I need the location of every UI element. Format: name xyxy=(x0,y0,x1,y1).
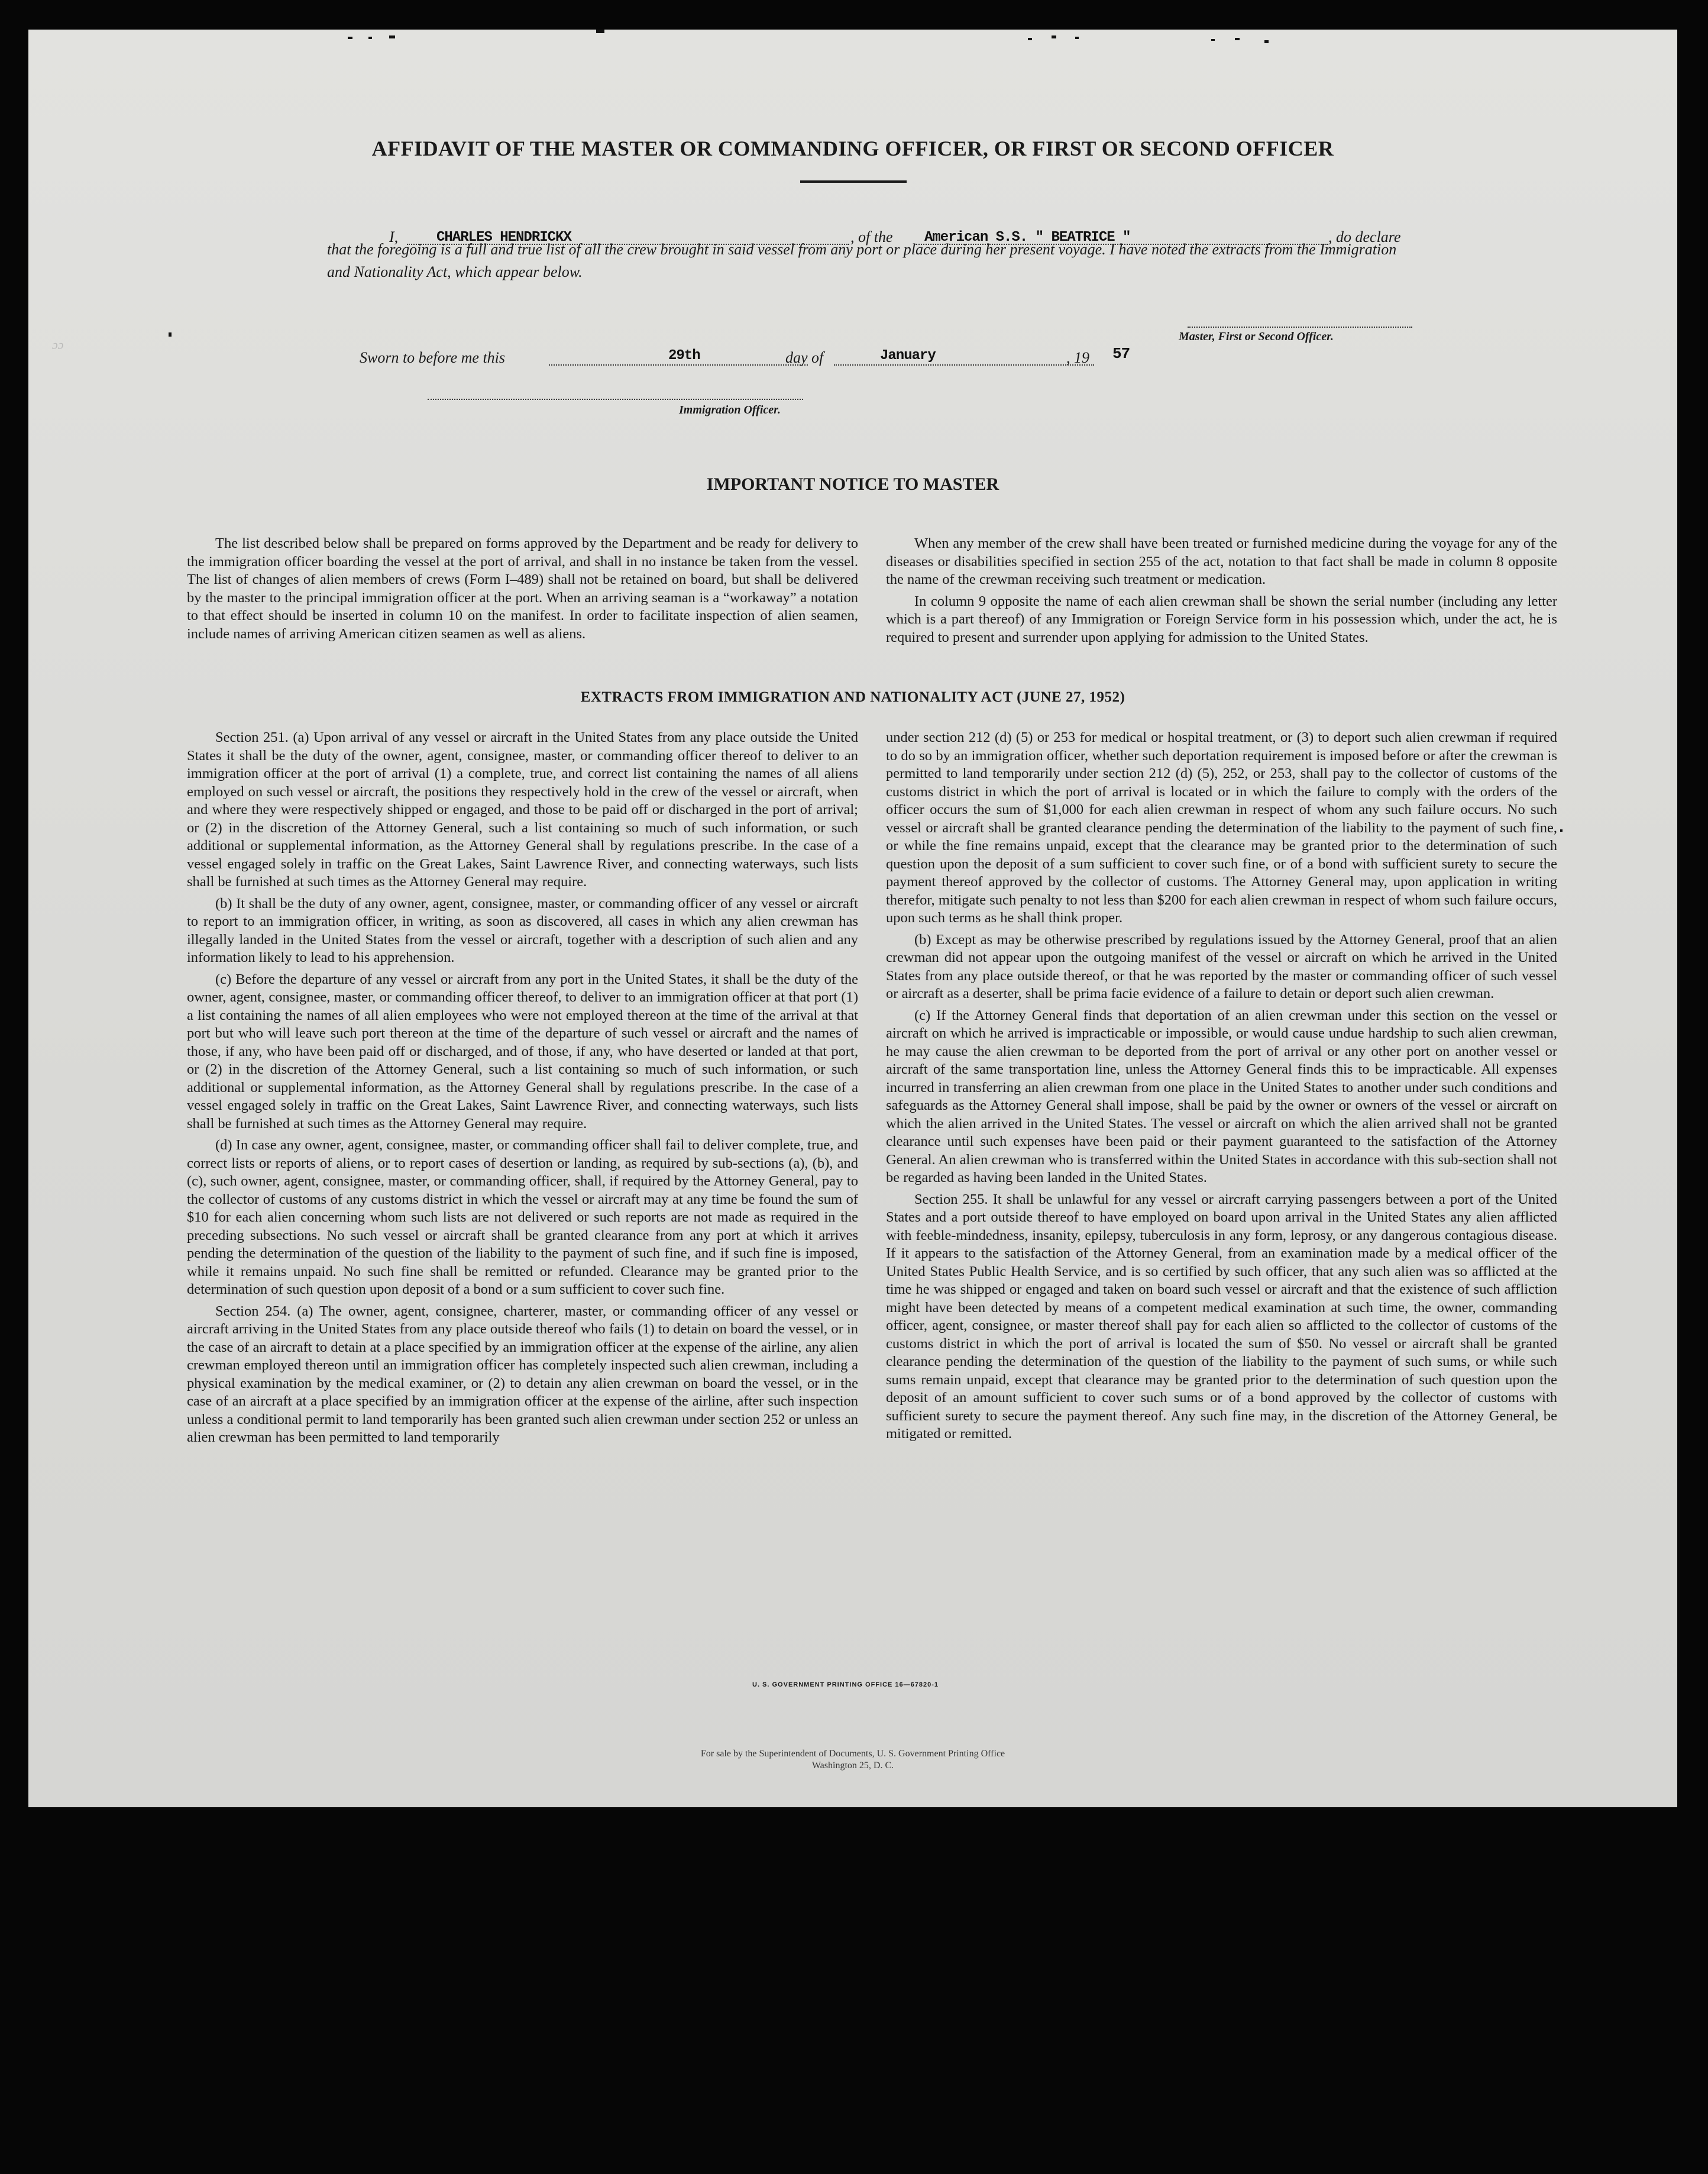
printing-office-line: U. S. GOVERNMENT PRINTING OFFICE 16—67820-1 xyxy=(752,1681,939,1688)
affidavit-title: AFFIDAVIT OF THE MASTER OR COMMANDING OFFICER, OR FIRST OR SECOND OFFICER xyxy=(371,137,1334,160)
statute-paragraph: Section 255. It shall be unlawful for any vessel or aircraft carrying passengers between a port of the United States and a port outside thereof to have employed on board upon arrival in the United States any alien afflicted with feeble-mindedness, insanity, epilepsy, tuberculosis in any form, leprosy, or any dangerous contagious disease. If it appears to the satisfaction of the Attorney General, from an examination made by a medical officer of the United States Public Health Service, and is so certified by such officer, that any such alien was so afflicted at the time he was shipped or engaged and taken on board such vessel or aircraft and that the existence of such affliction might have been detected by means of a competent medical examination at such time, the owner, commanding officer, agent, consignee, or master thereof shall pay for each alien so afflicted to the collector of customs of the customs district in which the port of arrival is located the sum of $50. No vessel or aircraft shall be granted clearance pending the determination of the question of the liability to the payment of such sums, or while such sums remain unpaid, except that clearance may be granted prior to the determination of such question upon the deposit of an amount sufficient to cover such sums or of a bond approved by the collector of customs with sufficient surety to secure the payment thereof. Any such fine may, in the discretion of the Attorney General, be mitigated or remitted. xyxy=(886,1191,1557,1442)
sale-notice xyxy=(28,1748,1677,1772)
master-signature-line xyxy=(1188,327,1412,328)
sale-line-1: For sale by the Superintendent of Documents, U. S. Government Printing Office xyxy=(700,1749,1005,1759)
extracts-left-column xyxy=(187,729,858,1451)
sworn-label: Sworn to before me this xyxy=(360,349,506,366)
day-of-label: day of xyxy=(785,349,824,366)
declaration-text: that the foregoing is a full and true list of all the crew brought in said vessel from any port or place during her present voyage. I have noted the extracts from the Immigration and Nationality Act, which appear below. xyxy=(327,241,1397,280)
year-prefix: , 19 xyxy=(1066,349,1089,366)
notice-paragraph: In column 9 opposite the name of each alien crewman shall be shown the serial number (including any letter which is a part thereof) of any Immigration or Foreign Service form in his possession which, under the act, he is required to present and surrender upon applying for admission to the United States. xyxy=(886,593,1557,645)
do-declare-label: , do declare xyxy=(1328,228,1401,245)
statute-paragraph: (d) In case any owner, agent, consignee, master, or commanding officer shall fail to deliver complete, true, and correct lists or reports of aliens, or to report cases of desertion or landing, as required by sub-sections (a), (b), and (c), such owner, agent, consignee, master, or commanding officer, shall, if required by the Attorney General, pay to the collector of customs of any customs district in which the vessel or aircraft may at any time be found the sum of $10 for each alien concerning whom such lists are not delivered or such reports are not made as required in the preceding subsections. No such vessel or aircraft shall be granted clearance from any port at which it arrives pending the determination of the question of the liability to the payment of such fine, and if such fine is imposed, while it remains unpaid. No such fine shall be remitted or refunded. Clearance may be granted prior to the determination of such question upon deposit of a bond or a sum sufficient to cover such fine. xyxy=(187,1137,858,1297)
statute-paragraph: under section 212 (d) (5) or 253 for medical or hospital treatment, or (3) to deport such alien crewman if required to do so by an immigration officer, whether such deportation requirement is imposed before or after the crewman is permitted to land temporarily under section 212 (d) (5), 252, or 253, shall pay to the collector of customs of the customs district in which the port of arrival is located or in which the failure to comply with the orders of the officer occurs the sum of $1,000 for each alien crewman in respect of whom any such failure occurs. No such vessel or aircraft shall be granted clearance pending the determination of the liability to the payment of such fine, or while the fine remains unpaid, except that the clearance may be granted prior to the determination of such question upon the deposit of a sum sufficient to cover such fine, or of a bond with sufficient surety to secure the payment thereof approved by the collector of customs. The Attorney General may, upon application in writing therefor, mitigate such penalty to not less than $200 for each alien crewman in respect of whom such failure occurs, upon such terms as he shall think proper. xyxy=(886,729,1557,926)
statute-paragraph: (b) Except as may be otherwise prescribed by regulations issued by the Attorney General, proof that an alien crewman did not appear upon the outgoing manifest of the vessel or aircraft on which he arrived in the United States from any place outside thereof, or that he was reported by the master or commanding officer of such vessel or aircraft as a deserter, shall be prima facie evidence of a failure to detain or deport such alien crewman. xyxy=(886,931,1557,1002)
notice-right-column xyxy=(886,535,1557,650)
notice-paragraph: The list described below shall be prepared on forms approved by the Department and be ready for delivery to the immigration officer boarding the vessel at the port of arrival, and shall in no instance be taken from the vessel. The list of changes of alien members of crews (Form I–489) shall not be retained on board, but shall be delivered by the master to the principal immigration officer at the port. When an arriving seaman is a “workaway” a notation to that effect should be inserted in column 10 on the manifest. In order to facilitate inspection of alien seamen, include names of arriving American citizen seamen as well as aliens. xyxy=(187,535,858,642)
master-name: CHARLES HENDRICKX xyxy=(436,230,571,245)
extracts-right-column xyxy=(886,729,1557,1447)
statute-paragraph: (c) Before the departure of any vessel or aircraft from any port in the United States, it shall be the duty of the owner, agent, consignee, master, or commanding officer thereof, to deliver to an immigration officer at that port (1) a list containing the names of all alien employees who were not employed thereon at the time of the arrival at that port but who will leave such port thereon at the time of the departure of such vessel or aircraft and the names of those, if any, who have been paid off or discharged, and of those, if any, who have deserted or landed at that port, or (2) in the discretion of the Attorney General, such a list containing so much of such information, or such additional or supplemental information, as the Attorney General shall by regulations prescribe. In the case of a vessel engaged solely in traffic on the Great Lakes, Saint Lawrence River, and connecting waterways, such lists shall be furnished at such times as the Attorney General may require. xyxy=(187,971,858,1132)
officer-signature-line xyxy=(428,399,803,400)
i-label: I, xyxy=(389,228,399,245)
extracts-title: EXTRACTS FROM IMMIGRATION AND NATIONALITY ACT (JUNE 27, 1952) xyxy=(580,689,1125,705)
statute-paragraph: Section 251. (a) Upon arrival of any vessel or aircraft in the United States from any place outside the United States it shall be the duty of the owner, agent, consignee, master, or commanding officer thereof to deliver to an immigration officer at the port of arrival (1) a complete, true, and correct list containing the names of all aliens employed on such vessel or aircraft, the positions they respectively hold in the crew of the vessel or aircraft, when and where they were respectively shipped or engaged, and those to be paid off or discharged in the port of arrival; or (2) in the discretion of the Attorney General, such a list containing so much of such information, or such additional or supplemental information, as the Attorney General shall by regulations prescribe. In the case of a vessel engaged solely in traffic on the Great Lakes, Saint Lawrence River, and connecting waterways, such lists shall be furnished at such times as the Attorney General may require. xyxy=(187,729,858,890)
notice-left-column xyxy=(187,535,858,647)
vessel-name: American S.S. " BEATRICE " xyxy=(924,230,1131,245)
month-underline xyxy=(834,364,1094,366)
sworn-day: 29th xyxy=(668,348,700,364)
title-divider xyxy=(800,180,907,183)
statute-paragraph: (b) It shall be the duty of any owner, agent, consignee, master, or commanding officer of any vessel or aircraft to report to an immigration officer, in writing, as soon as discovered, all cases in which any alien crewman has illegally landed in the United States from the vessel or aircraft, together with a description of such alien and any information likely to lead to his apprehension. xyxy=(187,895,858,965)
officer-signature-label: Immigration Officer. xyxy=(679,403,781,416)
sale-line-2: Washington 25, D. C. xyxy=(811,1760,894,1771)
margin-mark: ɔɔ xyxy=(52,337,64,352)
document-page xyxy=(28,30,1677,1807)
day-underline xyxy=(549,364,808,366)
notice-title: IMPORTANT NOTICE TO MASTER xyxy=(706,474,999,494)
statute-paragraph: Section 254. (a) The owner, agent, consignee, charterer, master, or commanding officer of any vessel or aircraft arriving in the United States from any place outside thereof who fails (1) to detain on board the vessel, or in the case of an aircraft to detain at a place specified by an immigration officer at the expense of the airline, any alien crewman employed thereon until an immigration officer has completely inspected such alien crewman, including a physical examination by the medical examiner, or (2) to detain any alien crewman on board the vessel, or in the case of an aircraft at a place specified by an immigration officer at the expense of the airline, after such inspection unless a conditional permit to land temporarily has been granted such alien crewman under section 252 or unless an alien crewman has been permitted to land temporarily xyxy=(187,1303,858,1445)
notice-paragraph: When any member of the crew shall have been treated or furnished medicine during the voyage for any of the diseases or disabilities specified in section 255 of the act, notation to that fact shall be made in column 8 opposite the name of the crewman receiving such treatment or medication. xyxy=(886,535,1557,587)
year-suffix: 57 xyxy=(1112,345,1130,363)
sworn-month: January xyxy=(880,348,936,364)
of-the-label: , of the xyxy=(850,228,893,245)
master-signature-label: Master, First or Second Officer. xyxy=(1179,330,1334,343)
statute-paragraph: (c) If the Attorney General finds that deportation of an alien crewman under this section on the vessel or aircraft on which he arrived is impracticable or impossible, or would cause undue hardship to such alien crewman, he may cause the alien crewman to be deported from the port of arrival or any other port on another vessel or aircraft of the same transportation line, unless the Attorney General finds this to be impracticable. All expenses incurred in transferring an alien crewman from one place in the United States to another under such conditions and safeguards as the Attorney General shall impose, shall be paid by the owner or owners of the vessel or aircraft on which the alien arrived in the United States. The vessel or aircraft on which the alien arrived shall not be granted clearance until such expenses have been paid or their payment guaranteed to the satisfaction of the Attorney General. An alien crewman who is transferred within the United States in accordance with this sub-section shall not be regarded as having been landed in the United States. xyxy=(886,1007,1557,1185)
